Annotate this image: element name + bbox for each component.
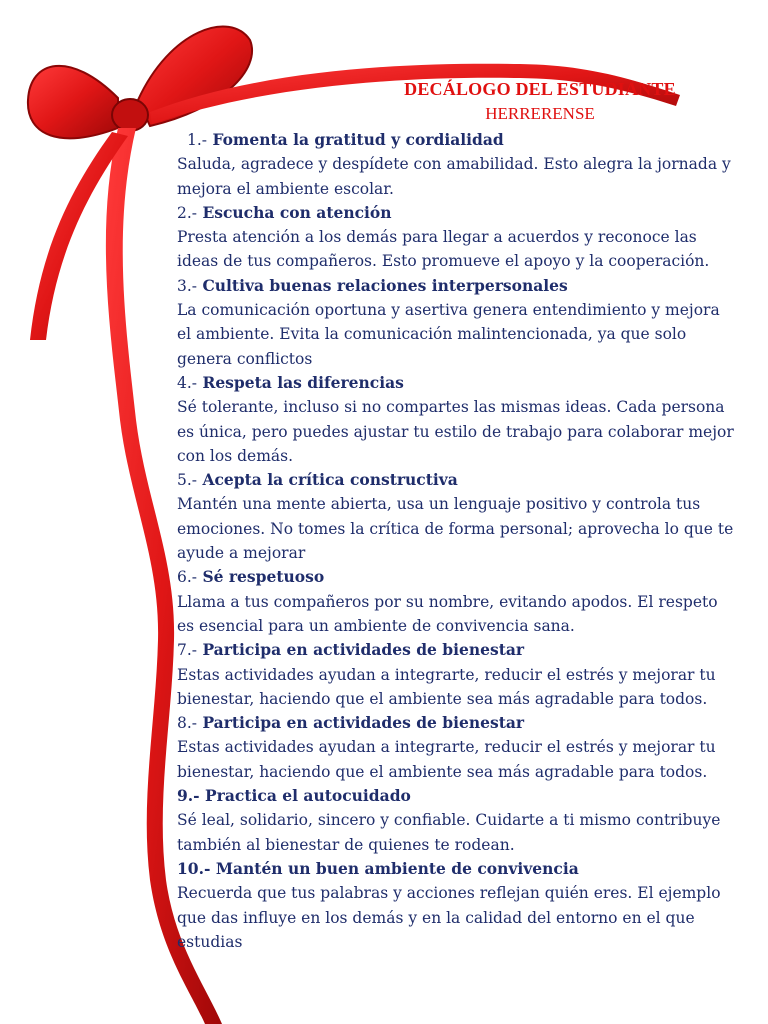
item-title: Sé respetuoso [202, 567, 325, 587]
list-item [177, 565, 737, 638]
list-item [177, 274, 737, 371]
item-title: Escucha con atención [202, 202, 392, 222]
item-body: Presta atención a los demás para llegar a acuerdos y reconoce las ideas de tus compañeros. Esto promueve el apoyo y la cooperación. [177, 228, 710, 271]
item-title: Participa en actividades de bienestar [202, 640, 525, 660]
item-body: Sé tolerante, incluso si no compartes las mismas ideas. Cada persona es única, pero puedes ajustar tu estilo de trabajo para colaborar mejor con los demás. [177, 398, 734, 465]
item-heading [177, 128, 737, 152]
item-title: Participa en actividades de bienestar [202, 713, 525, 733]
list-item [177, 638, 737, 711]
item-number: 7.- [177, 641, 198, 660]
item-title: Practica el autocuidado [205, 786, 411, 806]
item-body: Estas actividades ayudan a integrarte, reducir el estrés y mejorar tu bienestar, haciendo que el ambiente sea más agradable para todos. [177, 738, 716, 781]
item-heading [177, 468, 737, 492]
bow-left-loop [28, 66, 118, 138]
document-title: DECÁLOGO DEL ESTUDIANTE [404, 79, 676, 99]
item-number: 3.- [177, 276, 198, 295]
item-body: La comunicación oportuna y asertiva genera entendimiento y mejora el ambiente. Evita la comunicación malintencionada, ya que solo genera conflictos [177, 301, 720, 368]
item-body: Sé leal, solidario, sincero y confiable. Cuidarte a ti mismo contribuye también al bienestar de quienes te rodean. [177, 811, 721, 854]
list-item [177, 201, 737, 274]
decalogue-list [177, 128, 737, 954]
list-item [177, 711, 737, 784]
item-heading [177, 371, 737, 395]
item-heading [177, 784, 737, 808]
document-subtitle: HERRERENSE [485, 104, 595, 123]
list-item [177, 784, 737, 857]
item-heading [177, 565, 737, 589]
item-number: 1.- [187, 131, 208, 149]
item-body: Recuerda que tus palabras y acciones reflejan quién eres. El ejemplo que das influye en los demás y en la calidad del entorno en el que estudias [177, 884, 721, 951]
item-heading [177, 638, 737, 662]
bow-knot [112, 99, 148, 131]
item-body: Saluda, agradece y despídete con amabilidad. Esto alegra la jornada y mejora el ambiente escolar. [177, 155, 731, 198]
list-item [177, 371, 737, 468]
item-body: Mantén una mente abierta, usa un lenguaje positivo y controla tus emociones. No tomes la crítica de forma personal; aprovecha lo que te ayude a mejorar [177, 495, 734, 563]
item-number: 2.- [177, 203, 198, 222]
item-heading [177, 711, 737, 735]
item-heading [177, 201, 737, 225]
item-number: 4.- [177, 373, 198, 392]
item-title: Acepta la crítica constructiva [202, 470, 458, 490]
item-number: 5.- [177, 471, 198, 490]
item-number: 8.- [177, 714, 198, 733]
item-title: Fomenta la gratitud y cordialidad [212, 130, 504, 149]
item-number: 9.- [177, 786, 200, 806]
item-heading [177, 857, 737, 881]
item-number: 6.- [177, 568, 198, 587]
item-body: Estas actividades ayudan a integrarte, reducir el estrés y mejorar tu bienestar, haciendo que el ambiente sea más agradable para todos. [177, 665, 716, 708]
item-heading [177, 274, 737, 298]
list-item [177, 128, 737, 201]
item-title: Cultiva buenas relaciones interpersonales [202, 275, 568, 295]
item-title: Respeta las diferencias [202, 372, 404, 392]
list-item [177, 857, 737, 954]
item-body: Llama a tus compañeros por su nombre, evitando apodos. El respeto es esencial para un ambiente de convivencia sana. [177, 592, 718, 635]
list-item [177, 468, 737, 565]
item-number: 10.- [177, 858, 211, 878]
item-title: Mantén un buen ambiente de convivencia [215, 858, 579, 878]
